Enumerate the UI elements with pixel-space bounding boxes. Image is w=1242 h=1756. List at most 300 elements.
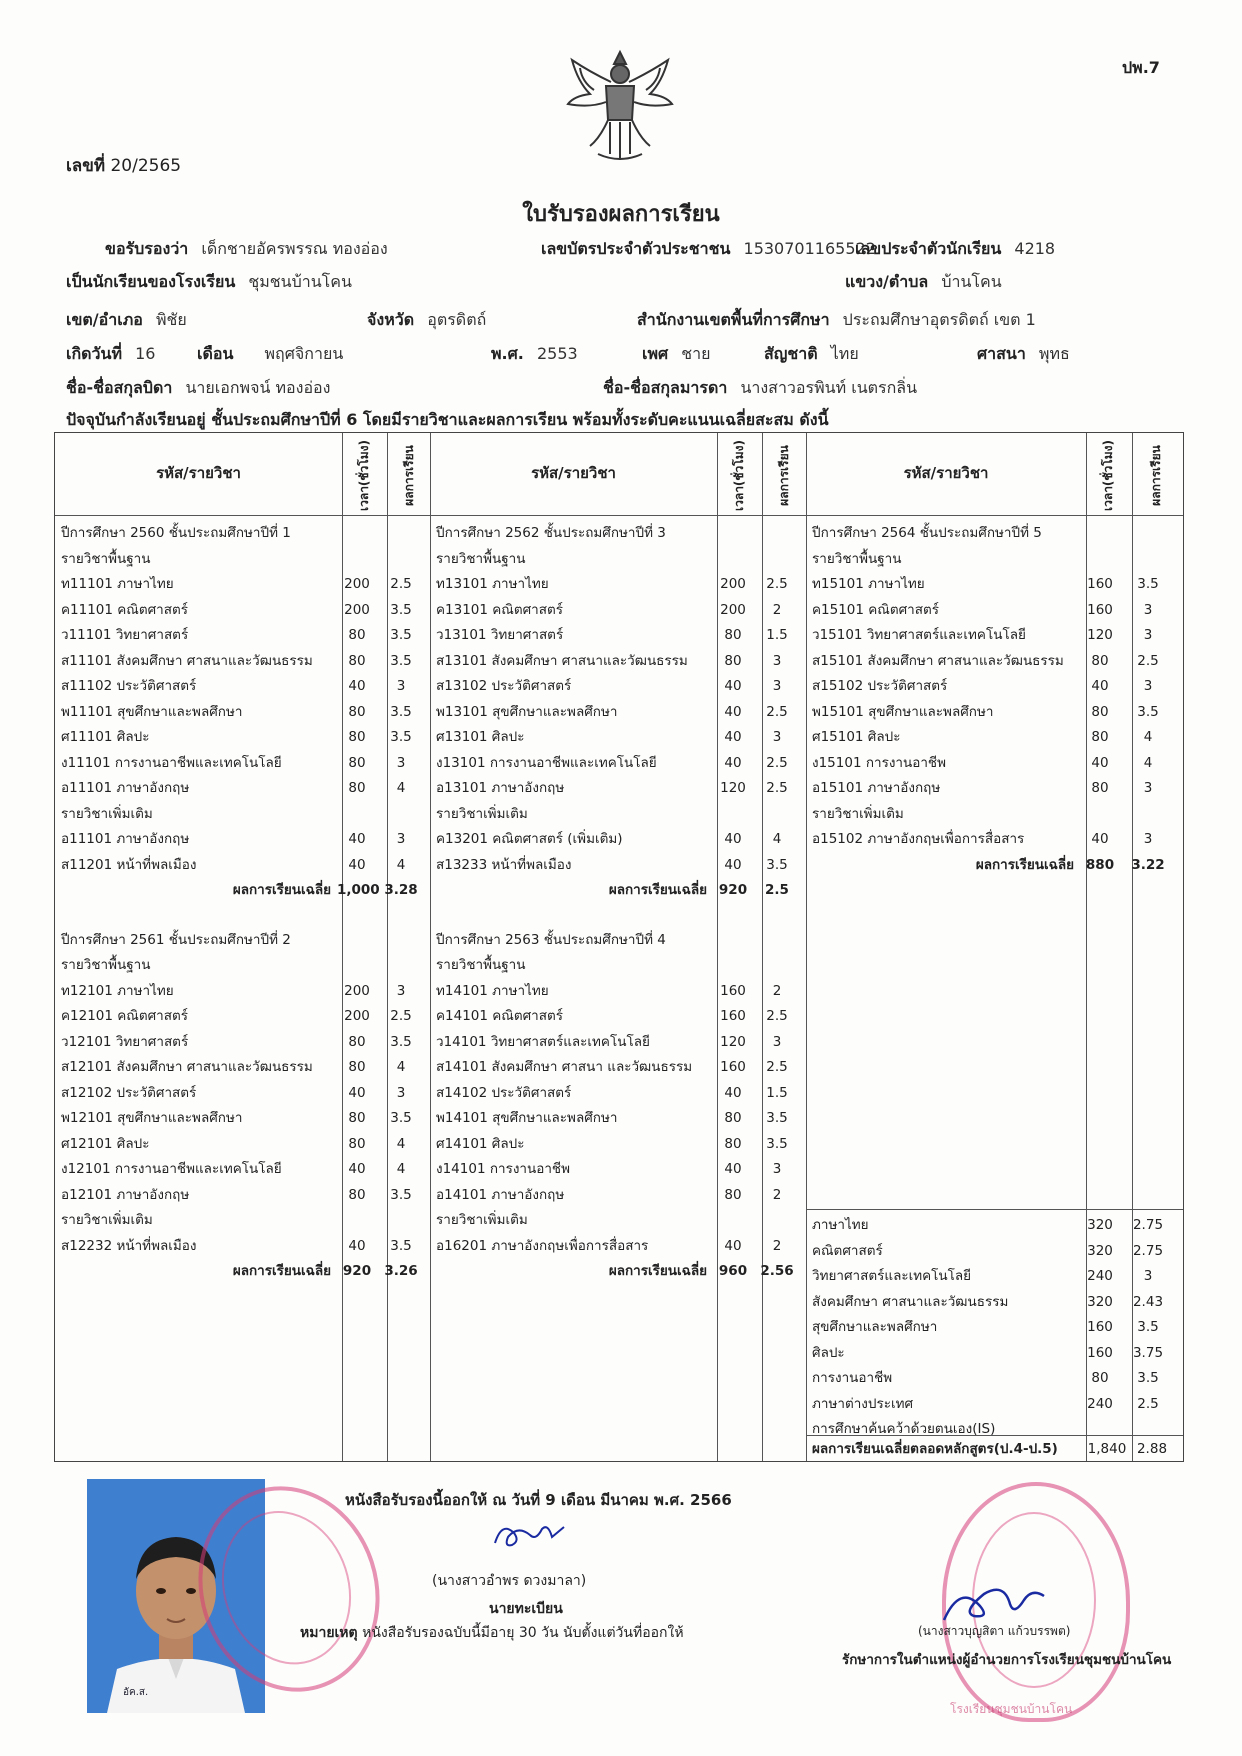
education-area-value: ประถมศึกษาอุตรดิตถ์ เขต 1 — [842, 310, 1036, 329]
subject-row — [812, 598, 1182, 624]
subject-row — [436, 572, 806, 598]
id-card-label: เลขบัตรประจำตัวประชาชน — [541, 239, 731, 258]
student-no-row — [855, 237, 1055, 262]
birth-year-label: พ.ศ. — [491, 344, 524, 363]
remark — [300, 1622, 684, 1644]
grade-value: 3.28 — [384, 882, 418, 898]
svg-text:อัค.ส.: อัค.ส. — [123, 1687, 149, 1698]
nationality-row — [764, 342, 859, 367]
grade-value: 3.5 — [390, 601, 412, 618]
subject-row — [61, 1157, 431, 1183]
subject-row — [812, 1290, 1182, 1316]
subject-name: พ13101 สุขศึกษาและพลศึกษา — [436, 703, 618, 720]
subject-name: ท12101 ภาษาไทย — [61, 982, 174, 999]
subject-row — [812, 1213, 1182, 1239]
hours-value: 80 — [724, 1110, 742, 1126]
hours-value: 320 — [1087, 1242, 1113, 1259]
subject-name: ง15101 การงานอาชีพ — [812, 754, 946, 771]
subject-name: ส15101 สังคมศึกษา ศาสนาและวัฒนธรรม — [812, 652, 1064, 669]
subject-name: ค13201 คณิตศาสตร์ (เพิ่มเติม) — [436, 831, 623, 847]
subject-name: ศ12101 ศิลปะ — [61, 1135, 150, 1152]
subject-name: ค13101 คณิตศาสตร์ — [436, 601, 563, 618]
subject-name: ว13101 วิทยาศาสตร์ — [436, 627, 564, 643]
birth-month-value: พฤศจิกายน — [264, 344, 344, 363]
birth-day-value: 16 — [135, 344, 156, 363]
subject-row — [61, 649, 431, 675]
subject-name: ว15101 วิทยาศาสตร์และเทคโนโลยี — [812, 627, 1026, 643]
grade-value: 2.75 — [1132, 1217, 1164, 1233]
birth-day-label: เกิดวันที่ — [66, 344, 123, 363]
hours-value: 40 — [724, 1084, 742, 1101]
average-row — [436, 1259, 806, 1285]
hours-value: 80 — [348, 627, 366, 643]
subject-name: อ11101 ภาษาอังกฤษ — [61, 831, 190, 847]
average-label: ผลการเรียนเฉลี่ย — [975, 856, 1074, 873]
average-row — [812, 853, 1182, 879]
school-year-block — [436, 928, 806, 1285]
hours-value: 80 — [348, 1135, 366, 1152]
subject-row — [61, 1030, 431, 1056]
subject-name: ส14101 สังคมศึกษา ศาสนา และวัฒนธรรม — [436, 1059, 693, 1075]
grade-value: 3 — [396, 678, 406, 694]
hours-value: 40 — [348, 1237, 366, 1254]
subject-row — [812, 827, 1182, 853]
hours-value: 160 — [1087, 601, 1113, 618]
subject-name: พ15101 สุขศึกษาและพลศึกษา — [812, 703, 994, 720]
nationality-value: ไทย — [830, 344, 859, 363]
school-row — [66, 270, 352, 295]
student-no-value: 4218 — [1014, 239, 1056, 258]
subject-row — [61, 1208, 431, 1234]
subject-name: ปีการศึกษา 2562 ชั้นประถมศึกษาปีที่ 3 — [436, 525, 666, 541]
page-title: ใบรับรองผลการเรียน — [522, 202, 720, 227]
grade-value: 2.43 — [1132, 1293, 1164, 1310]
subject-row — [436, 928, 806, 954]
hours-value: 160 — [1087, 576, 1113, 592]
subject-row — [436, 1234, 806, 1260]
subject-row — [436, 1132, 806, 1158]
subject-row — [61, 953, 431, 979]
subject-name: ส11201 หน้าที่พลเมือง — [61, 856, 197, 873]
hours-value: 160 — [1087, 1344, 1113, 1361]
subject-row — [436, 979, 806, 1005]
subject-name: พ14101 สุขศึกษาและพลศึกษา — [436, 1110, 618, 1126]
grade-value: 3.5 — [390, 1186, 412, 1203]
subject-row — [812, 1315, 1182, 1341]
hours-value: 40 — [348, 856, 366, 873]
subject-name: ปีการศึกษา 2563 ชั้นประถมศึกษาปีที่ 4 — [436, 931, 666, 948]
hours-value: 40 — [724, 678, 742, 694]
subject-name: ง11101 การงานอาชีพและเทคโนโลยี — [61, 754, 282, 771]
grade-value: 2.5 — [766, 754, 788, 771]
grade-column-3 — [812, 521, 1182, 878]
subdistrict-value: บ้านโคน — [941, 272, 1002, 291]
subject-row — [61, 1106, 431, 1132]
subject-row — [436, 598, 806, 624]
hours-value: 80 — [1091, 729, 1109, 745]
hours-value: 80 — [1091, 703, 1109, 720]
subject-name: รายวิชาเพิ่มเติม — [436, 1212, 528, 1228]
average-label: ผลการเรียนเฉลี่ย — [232, 882, 331, 898]
hours-value: 240 — [1087, 1395, 1113, 1412]
subject-name: รายวิชาพื้นฐาน — [436, 550, 526, 567]
subject-row — [436, 1157, 806, 1183]
subject-name: พ12101 สุขศึกษาและพลศึกษา — [61, 1110, 243, 1126]
grade-value: 1.5 — [766, 627, 788, 643]
subject-name: ส12232 หน้าที่พลเมือง — [61, 1237, 197, 1254]
registrar-position: นายทะเบียน — [489, 1601, 563, 1617]
subject-name: พ11101 สุขศึกษาและพลศึกษา — [61, 703, 243, 720]
hours-value: 200 — [344, 982, 370, 999]
hours-value: 160 — [1087, 1319, 1113, 1335]
hours-value: 80 — [724, 1186, 742, 1203]
subject-row — [61, 776, 431, 802]
header-grade: ผลการเรียน — [776, 444, 791, 506]
grade-value: 3 — [396, 831, 406, 847]
subject-row — [812, 1341, 1182, 1367]
grade-value: 3 — [1143, 601, 1153, 618]
subject-row — [61, 802, 431, 828]
subject-row — [812, 521, 1182, 547]
school-name: ชุมชนบ้านโคน — [248, 272, 352, 291]
intro-text: ปัจจุบันกำลังเรียนอยู่ ชั้นประถมศึกษาปีที่ 6 โดยมีรายวิชาและผลการเรียน พร้อมทั้งระดับคะแนนเฉลี่ยสะสม ดังนี้ — [66, 410, 829, 429]
subject-name: อ14101 ภาษาอังกฤษ — [436, 1186, 565, 1203]
grade-value: 3.26 — [384, 1263, 418, 1279]
grade-value: 4 — [396, 1161, 406, 1177]
religion-label: ศาสนา — [977, 344, 1026, 363]
document-number-value: 20/2565 — [110, 156, 182, 176]
subject-row — [812, 649, 1182, 675]
subject-name: ท15101 ภาษาไทย — [812, 576, 925, 592]
subject-row — [812, 700, 1182, 726]
subject-name: ส15102 ประวัติศาสตร์ — [812, 678, 948, 694]
subject-row — [61, 853, 431, 879]
subject-row — [61, 1081, 431, 1107]
hours-value: 80 — [348, 754, 366, 771]
hours-value: 40 — [1091, 678, 1109, 694]
summary-divider — [806, 1209, 1183, 1210]
subject-row — [812, 1239, 1182, 1265]
garuda-emblem-icon — [560, 42, 680, 172]
subject-row — [436, 700, 806, 726]
header-grade: ผลการเรียน — [401, 444, 416, 506]
hours-value: 160 — [720, 1008, 746, 1024]
hours-value: 40 — [348, 831, 366, 847]
hours-value: 80 — [348, 729, 366, 745]
hours-value: 40 — [724, 1237, 742, 1254]
subject-row — [812, 725, 1182, 751]
subject-row — [436, 725, 806, 751]
issued-date: หนังสือรับรองนี้ออกให้ ณ วันที่ 9 เดือน มีนาคม พ.ศ. 2566 — [345, 1491, 732, 1509]
subject-row — [812, 572, 1182, 598]
remark-label: หมายเหตุ — [300, 1625, 358, 1641]
sex-value: ชาย — [681, 344, 711, 363]
grade-value: 2.5 — [1137, 652, 1159, 669]
summary-section — [812, 1213, 1182, 1443]
subject-row — [436, 802, 806, 828]
subject-name: รายวิชาพื้นฐาน — [61, 550, 151, 567]
hours-value: 80 — [724, 1135, 742, 1152]
grade-value: 2 — [772, 1237, 782, 1254]
subject-row — [436, 649, 806, 675]
subject-row — [812, 1392, 1182, 1418]
subject-row — [61, 979, 431, 1005]
subdistrict-row — [845, 270, 1002, 295]
subject-name: อ15101 ภาษาอังกฤษ — [812, 780, 941, 796]
province-label: จังหวัด — [367, 310, 415, 329]
subject-name: ศ15101 ศิลปะ — [812, 729, 901, 745]
grade-value: 2.5 — [1137, 1395, 1159, 1412]
province-value: อุตรดิตถ์ — [427, 310, 487, 329]
grades-table — [54, 432, 1184, 1462]
certify-label: ขอรับรองว่า — [105, 239, 189, 258]
grade-value: 3.22 — [1131, 856, 1165, 873]
grade-value: 1.5 — [766, 1084, 788, 1101]
subject-name: ส14102 ประวัติศาสตร์ — [436, 1084, 572, 1101]
hours-value: 320 — [1087, 1293, 1113, 1310]
grade-value: 4 — [1143, 729, 1153, 745]
grade-value: 2 — [772, 982, 782, 999]
grade-value: 3 — [1143, 1268, 1153, 1284]
subject-name: ภาษาไทย — [812, 1217, 869, 1233]
birth-month-label: เดือน — [197, 344, 234, 363]
grade-value: 3.5 — [390, 729, 412, 745]
hours-value: 80 — [348, 1110, 366, 1126]
registrar-signature-icon — [490, 1515, 570, 1559]
subject-name: ส12101 สังคมศึกษา ศาสนาและวัฒนธรรม — [61, 1059, 313, 1075]
subject-name: ศ14101 ศิลปะ — [436, 1135, 525, 1152]
document-code: ปพ.7 — [1122, 58, 1160, 77]
hours-value: 200 — [344, 576, 370, 592]
district-row — [66, 308, 187, 333]
hours-value: 80 — [1091, 780, 1109, 796]
subject-row — [436, 674, 806, 700]
subject-name: ว14101 วิทยาศาสตร์และเทคโนโลยี — [436, 1033, 650, 1050]
hours-value: 80 — [348, 703, 366, 720]
subject-name: ค11101 คณิตศาสตร์ — [61, 601, 188, 618]
subject-name: ศิลปะ — [812, 1344, 845, 1361]
subject-name: ค15101 คณิตศาสตร์ — [812, 601, 939, 618]
subject-row — [61, 827, 431, 853]
hours-value: 80 — [724, 627, 742, 643]
grade-value: 2.5 — [390, 1008, 412, 1024]
subject-name: ส12102 ประวัติศาสตร์ — [61, 1084, 197, 1101]
hours-value: 40 — [724, 754, 742, 771]
father-name: นายเอกพจน์ ทองอ่อง — [185, 378, 331, 397]
subject-name: สุขศึกษาและพลศึกษา — [812, 1319, 938, 1335]
grade-value: 3 — [396, 982, 406, 999]
header-divider — [55, 515, 1183, 516]
grade-value: 3 — [396, 754, 406, 771]
grade-value: 3 — [1143, 678, 1153, 694]
header-code-subject: รหัส/รายวิชา — [156, 464, 241, 482]
subject-row — [812, 623, 1182, 649]
subject-row — [61, 1132, 431, 1158]
school-label: เป็นนักเรียนของโรงเรียน — [66, 272, 236, 291]
mother-row — [603, 376, 917, 401]
education-area-label: สำนักงานเขตพื้นที่การศึกษา — [637, 310, 830, 329]
father-row — [66, 376, 330, 401]
subject-name: การงานอาชีพ — [812, 1370, 893, 1386]
district-label: เขต/อำเภอ — [66, 310, 143, 329]
hours-value: 200 — [720, 601, 746, 618]
grade-column-2 — [436, 521, 806, 1285]
hours-value: 80 — [348, 1186, 366, 1203]
grade-value: 2.56 — [760, 1263, 794, 1279]
subject-name: รายวิชาเพิ่มเติม — [436, 805, 528, 822]
grade-value: 4 — [1143, 754, 1153, 771]
subject-name: รายวิชาพื้นฐาน — [812, 550, 902, 567]
subject-row — [61, 1234, 431, 1260]
subject-row — [436, 1081, 806, 1107]
student-name: เด็กชายอัครพรรณ ทองอ่อง — [201, 239, 388, 258]
subject-row — [436, 623, 806, 649]
education-area-row — [637, 308, 1036, 333]
school-year-block — [812, 521, 1182, 878]
hours-value: 120 — [720, 1033, 746, 1050]
grade-value: 3.5 — [390, 1237, 412, 1254]
hours-value: 120 — [1087, 627, 1113, 643]
subject-row — [812, 1366, 1182, 1392]
average-label: ผลการเรียนเฉลี่ย — [232, 1263, 331, 1279]
column-divider — [806, 433, 807, 1461]
student-name-row — [105, 237, 388, 262]
subject-name: อ13101 ภาษาอังกฤษ — [436, 780, 565, 796]
subject-name: อ16201 ภาษาอังกฤษเพื่อการสื่อสาร — [436, 1237, 649, 1254]
registrar-name: (นางสาวอำพร ดวงมาลา) — [432, 1573, 587, 1589]
id-card-number: 1530701165522 — [743, 239, 876, 258]
subject-name: ศ13101 ศิลปะ — [436, 729, 525, 745]
id-card-row — [541, 237, 876, 262]
sex-row — [642, 342, 710, 367]
subject-row — [436, 953, 806, 979]
birth-year-row — [491, 342, 578, 367]
subject-name: รายวิชาเพิ่มเติม — [61, 805, 153, 822]
subject-name: ว12101 วิทยาศาสตร์ — [61, 1033, 189, 1050]
subject-row — [436, 547, 806, 573]
grade-value: 3.5 — [766, 1135, 788, 1152]
grade-value: 3.5 — [390, 703, 412, 720]
average-label: ผลการเรียนเฉลี่ย — [608, 882, 707, 898]
grade-value: 2.5 — [766, 576, 788, 592]
hours-value: 80 — [348, 652, 366, 669]
header-hours: เวลา(ชั่วโมง) — [356, 439, 371, 511]
hours-value: 160 — [720, 982, 746, 999]
grade-value: 3 — [772, 678, 782, 694]
document-number — [66, 152, 181, 179]
birth-month-row — [197, 342, 343, 367]
subject-name: อ12101 ภาษาอังกฤษ — [61, 1186, 190, 1203]
grade-value: 3.5 — [1137, 703, 1159, 720]
hours-value: 1,000 — [337, 882, 380, 898]
grade-value: 2.5 — [766, 780, 788, 796]
hours-value: 200 — [720, 576, 746, 592]
hours-value: 40 — [724, 703, 742, 720]
subject-name: รายวิชาเพิ่มเติม — [812, 805, 904, 822]
subject-row — [436, 1030, 806, 1056]
hours-value: 320 — [1087, 1217, 1113, 1233]
hours-value: 80 — [348, 1059, 366, 1075]
subject-name: อ11101 ภาษาอังกฤษ — [61, 780, 190, 796]
hours-value: 920 — [342, 1263, 372, 1279]
grade-value: 3.5 — [390, 1110, 412, 1126]
sex-label: เพศ — [642, 344, 669, 363]
subject-name: ท13101 ภาษาไทย — [436, 576, 549, 592]
subject-name: ส13102 ประวัติศาสตร์ — [436, 678, 572, 694]
grade-value: 3 — [772, 1033, 782, 1050]
hours-value: 80 — [1091, 1370, 1109, 1386]
district-value: พิชัย — [155, 310, 187, 329]
grade-value: 3.5 — [1137, 576, 1159, 592]
subject-row — [436, 1004, 806, 1030]
hours-value: 40 — [724, 831, 742, 847]
subject-row — [61, 572, 431, 598]
grade-value: 3.5 — [390, 627, 412, 643]
grade-value: 2 — [772, 601, 782, 618]
hours-value: 80 — [1091, 652, 1109, 669]
grade-value: 3 — [772, 652, 782, 669]
subject-name: ปีการศึกษา 2560 ชั้นประถมศึกษาปีที่ 1 — [61, 525, 291, 541]
total-row — [812, 1437, 1182, 1463]
subject-row — [61, 1183, 431, 1209]
subject-name: รายวิชาพื้นฐาน — [436, 957, 526, 973]
subject-row — [812, 547, 1182, 573]
subject-row — [436, 853, 806, 879]
document-number-label: เลขที่ — [66, 156, 106, 176]
grade-value: 3 — [1143, 780, 1153, 796]
director-position: รักษาการในตำแหน่งผู้อำนวยการโรงเรียนชุมชนบ้านโคน — [842, 1652, 1172, 1668]
subject-name: ค14101 คณิตศาสตร์ — [436, 1008, 563, 1024]
grade-value: 4 — [396, 856, 406, 873]
average-label: ผลการเรียนเฉลี่ย — [608, 1263, 707, 1279]
grade-value: 2.5 — [766, 1059, 788, 1075]
hours-value: 120 — [720, 780, 746, 796]
subject-row — [812, 751, 1182, 777]
school-year-block — [436, 521, 806, 904]
grade-value: 2.5 — [766, 1008, 788, 1024]
subject-row — [812, 1264, 1182, 1290]
hours-value: 160 — [720, 1059, 746, 1075]
hours-value: 920 — [718, 882, 748, 898]
total-hours: 1,840 — [1087, 1441, 1127, 1457]
hours-value: 40 — [1091, 754, 1109, 771]
nationality-label: สัญชาติ — [764, 344, 818, 363]
subject-name: ว11101 วิทยาศาสตร์ — [61, 627, 189, 643]
hours-value: 960 — [718, 1263, 748, 1279]
hours-value: 80 — [348, 1033, 366, 1050]
hours-value: 200 — [344, 601, 370, 618]
subject-row — [61, 751, 431, 777]
hours-value: 880 — [1085, 856, 1115, 873]
grade-value: 3.5 — [766, 1110, 788, 1126]
grade-value: 4 — [396, 1135, 406, 1152]
father-label: ชื่อ-ชื่อสกุลบิดา — [66, 378, 173, 397]
grade-value: 3.5 — [766, 856, 788, 873]
subject-name: คณิตศาสตร์ — [812, 1242, 883, 1259]
stamp-text: โรงเรียนชุมชนบ้านโคน — [950, 1702, 1073, 1716]
hours-value: 200 — [344, 1008, 370, 1024]
subject-row — [436, 776, 806, 802]
subject-row — [61, 547, 431, 573]
grade-value: 2.5 — [390, 576, 412, 592]
subject-row — [61, 598, 431, 624]
hours-value: 40 — [348, 678, 366, 694]
grade-value: 3 — [396, 1084, 406, 1101]
hours-value: 40 — [724, 1161, 742, 1177]
subject-row — [436, 827, 806, 853]
header-code-subject: รหัส/รายวิชา — [531, 464, 616, 482]
subject-name: ค12101 คณิตศาสตร์ — [61, 1008, 188, 1024]
